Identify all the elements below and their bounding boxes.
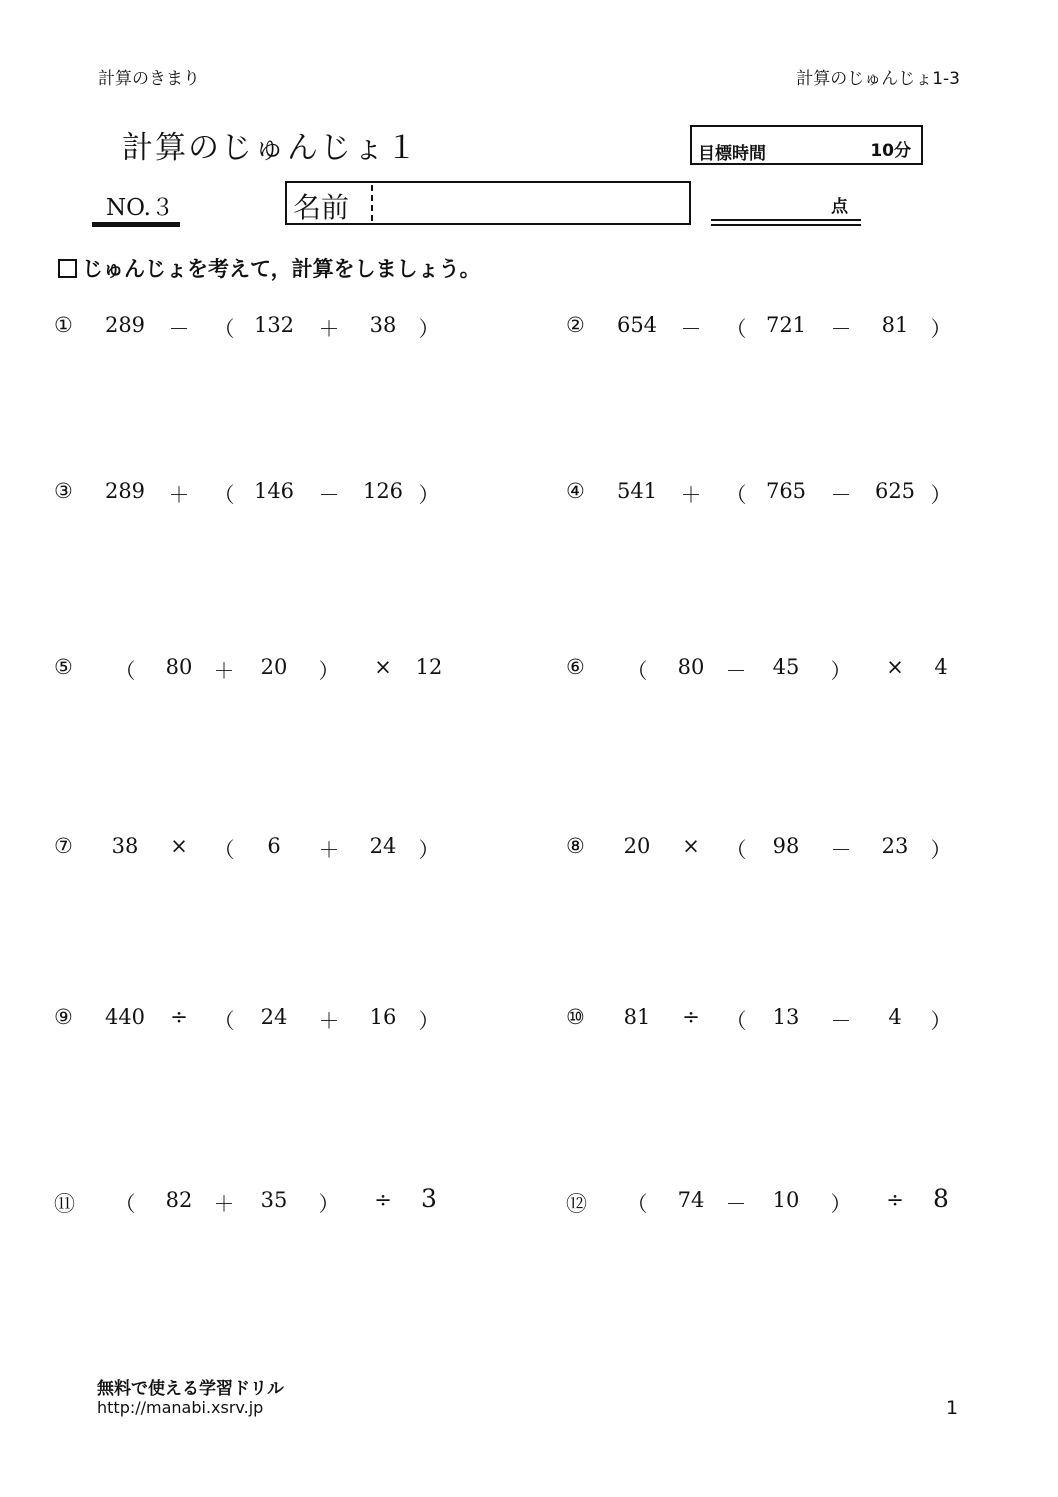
problem-token: （ [213,483,235,507]
problem-token: 132 [253,313,295,337]
problem-token: （ [626,659,648,683]
problem-token: 541 [616,479,658,503]
problem-token: 4 [934,655,948,679]
problem-token: ） [418,838,440,862]
problem-token: （ [114,1192,136,1216]
problem-token: 440 [104,1005,146,1029]
problem-token: 4 [888,1005,902,1029]
problem-token: ） [418,317,440,341]
problem-token: 625 [874,479,916,503]
problem-token: 24 [260,1005,288,1029]
problem-token: ） [930,483,952,507]
sheet-number-underline [92,222,180,227]
problem-token: ＋ [168,483,190,507]
page-title: 計算のじゅんじょ１ [122,130,419,166]
problem-token: 23 [881,834,909,858]
problem-token: 16 [369,1005,397,1029]
target-time-box [690,125,923,165]
problem-token: 45 [772,655,800,679]
problem-token: 13 [772,1005,800,1029]
problem-token: × [170,834,188,858]
problem-token: （ [725,1009,747,1033]
problem-token: － [725,659,747,683]
problem-token: ） [830,1192,852,1216]
problem-token: 35 [260,1188,288,1212]
footer-title: 無料で使える学習ドリル [97,1379,284,1399]
problem-token: － [318,483,340,507]
problem-token: 10 [772,1188,800,1212]
problem-token: 80 [165,655,193,679]
problem-token: ÷ [170,1005,188,1029]
problem-token: ） [318,1192,340,1216]
problem-token: 8 [933,1184,949,1213]
problem-token: ＋ [680,483,702,507]
problem-number: ⑪ [54,1192,75,1216]
problem-token: 98 [772,834,800,858]
problem-token: （ [725,838,747,862]
problem-token: － [168,317,190,341]
problem-number: ⑤ [54,655,73,679]
problem-token: ÷ [682,1005,700,1029]
instruction [58,253,481,283]
problem-token: （ [213,317,235,341]
problem-number: ⑥ [566,655,585,679]
problem-token: 74 [677,1188,705,1212]
footer-url[interactable]: http://manabi.xsrv.jp [97,1398,264,1417]
problem-token: （ [725,483,747,507]
problem-token: 289 [104,313,146,337]
problem-token: 654 [616,313,658,337]
problem-token: × [374,655,392,679]
problem-token: 146 [253,479,295,503]
problem-token: ＋ [213,1192,235,1216]
problem-token: （ [213,1009,235,1033]
score-line [711,219,861,226]
problem-number: ⑩ [566,1005,585,1029]
problem-number: ④ [566,479,585,503]
problem-token: ） [318,659,340,683]
problem-number: ③ [54,479,73,503]
problem-token: － [830,1009,852,1033]
problem-token: 289 [104,479,146,503]
problem-number: ⑦ [54,834,73,858]
name-field[interactable] [285,181,691,225]
score-label: 点 [831,197,848,217]
problem-token: 12 [415,655,443,679]
problem-token: × [886,655,904,679]
problem-token: ÷ [374,1188,392,1212]
problem-number: ⑨ [54,1005,73,1029]
problem-token: 20 [623,834,651,858]
problem-token: － [830,483,852,507]
problem-token: ） [418,483,440,507]
problem-token: ÷ [886,1188,904,1212]
problem-token: 3 [421,1184,437,1213]
checkbox-icon [58,259,77,278]
problem-token: 82 [165,1188,193,1212]
problem-token: 765 [765,479,807,503]
problem-token: 81 [881,313,909,337]
target-time-label: 目標時間 [698,144,766,164]
sheet-number: NO.３ [106,195,174,221]
problem-number: ⑫ [566,1192,587,1216]
problem-number: ② [566,313,585,337]
problem-token: ） [930,838,952,862]
problem-token: ＋ [213,659,235,683]
problem-token: 81 [623,1005,651,1029]
problem-token: （ [626,1192,648,1216]
problem-token: － [830,838,852,862]
problem-token: 6 [267,834,281,858]
problem-token: 126 [362,479,404,503]
problem-token: － [680,317,702,341]
problem-token: 38 [369,313,397,337]
problem-token: ） [930,317,952,341]
name-divider [371,185,373,221]
header-right: 計算のじゅんじょ1-3 [796,69,960,89]
problem-token: － [725,1192,747,1216]
problem-token: × [682,834,700,858]
problem-token: （ [725,317,747,341]
problem-token: 721 [765,313,807,337]
problem-token: ＋ [318,838,340,862]
problem-number: ① [54,313,73,337]
problem-token: ＋ [318,317,340,341]
problem-token: ） [418,1009,440,1033]
problem-token: 80 [677,655,705,679]
header-left: 計算のきまり [98,69,200,89]
problem-token: ＋ [318,1009,340,1033]
instruction-text: じゅんじょを考えて，計算をしましょう。 [82,257,481,281]
problem-token: － [830,317,852,341]
problem-token: ） [830,659,852,683]
page-number: 1 [946,1397,959,1419]
problem-number: ⑧ [566,834,585,858]
problem-token: ） [930,1009,952,1033]
problem-token: （ [114,659,136,683]
problem-token: 20 [260,655,288,679]
target-time-value: 10分 [870,141,911,161]
problem-token: 24 [369,834,397,858]
problem-token: （ [213,838,235,862]
name-label: 名前 [293,191,350,224]
problem-token: 38 [111,834,139,858]
